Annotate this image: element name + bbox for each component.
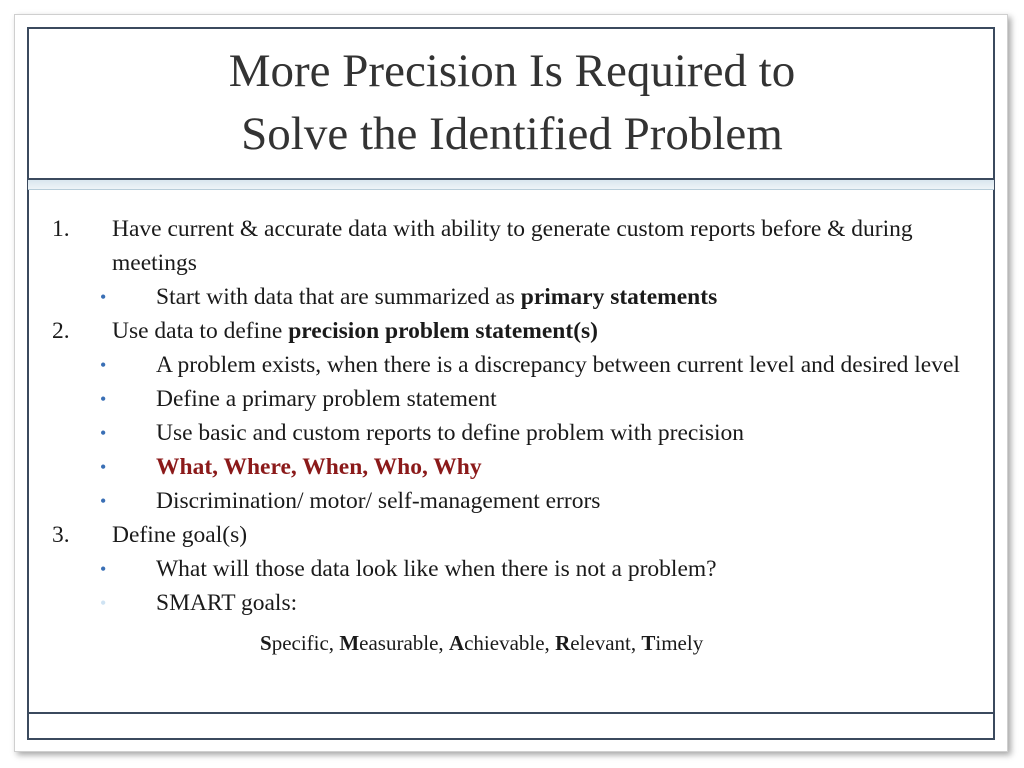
list-item <box>52 416 982 450</box>
item-text: Discrimination/ motor/ self-management errors <box>156 488 601 514</box>
item-text: Start with data that are summarized as <box>156 284 521 310</box>
smart-s-word: pecific, <box>271 631 340 655</box>
list-item <box>52 518 982 552</box>
item-text: Define goal(s) <box>112 522 248 548</box>
title-line-1: More Precision Is Required to <box>228 45 796 97</box>
smart-a-letter: A <box>448 631 465 655</box>
bullet-icon: • <box>100 559 107 579</box>
item-text: A problem exists, when there is a discrepancy between current level and desired level <box>156 352 960 378</box>
footer-divider <box>28 712 994 714</box>
smart-acronym <box>52 626 982 660</box>
bullet-icon: • <box>100 593 107 613</box>
smart-a-word: chievable, <box>464 631 556 655</box>
smart-r-letter: R <box>555 631 571 655</box>
list-item <box>52 348 982 382</box>
list-item <box>52 552 982 586</box>
bullet-icon: • <box>100 287 107 307</box>
smart-r-word: elevant, <box>570 631 642 655</box>
number-marker: 3. <box>52 522 70 548</box>
slide-title <box>40 40 984 166</box>
number-marker: 2. <box>52 318 70 344</box>
list-item <box>52 450 982 484</box>
smart-m-word: easurable, <box>359 631 449 655</box>
smart-m-letter: M <box>339 631 360 655</box>
item-text: Have current & accurate data with ability to generate custom reports before & during meetings <box>112 216 913 276</box>
smart-t-word: imely <box>655 631 704 655</box>
slide-body <box>52 212 982 660</box>
item-bold-text: primary statements <box>520 284 718 310</box>
list-item <box>52 382 982 416</box>
title-line-2: Solve the Identified Problem <box>241 108 783 160</box>
bullet-icon: • <box>100 355 107 375</box>
list-item <box>52 586 982 620</box>
smart-s-letter: S <box>260 631 272 655</box>
item-bold-text: precision problem statement(s) <box>288 318 599 344</box>
item-highlight-text: What, Where, When, Who, Why <box>156 454 482 480</box>
bullet-icon: • <box>100 389 107 409</box>
list-item <box>52 280 982 314</box>
item-text: What will those data look like when there is not a problem? <box>156 556 717 582</box>
bullet-icon: • <box>100 423 107 443</box>
bullet-icon: • <box>100 457 107 477</box>
smart-t-letter: T <box>641 631 656 655</box>
bullet-icon: • <box>100 491 107 511</box>
item-text: Define a primary problem statement <box>156 386 497 412</box>
list-item <box>52 484 982 518</box>
title-divider <box>28 178 994 190</box>
item-text: Use basic and custom reports to define problem with precision <box>156 420 745 446</box>
item-text: SMART goals: <box>156 590 298 616</box>
list-item <box>52 314 982 348</box>
item-text: Use data to define <box>112 318 289 344</box>
number-marker: 1. <box>52 216 70 242</box>
list-item <box>52 212 982 280</box>
